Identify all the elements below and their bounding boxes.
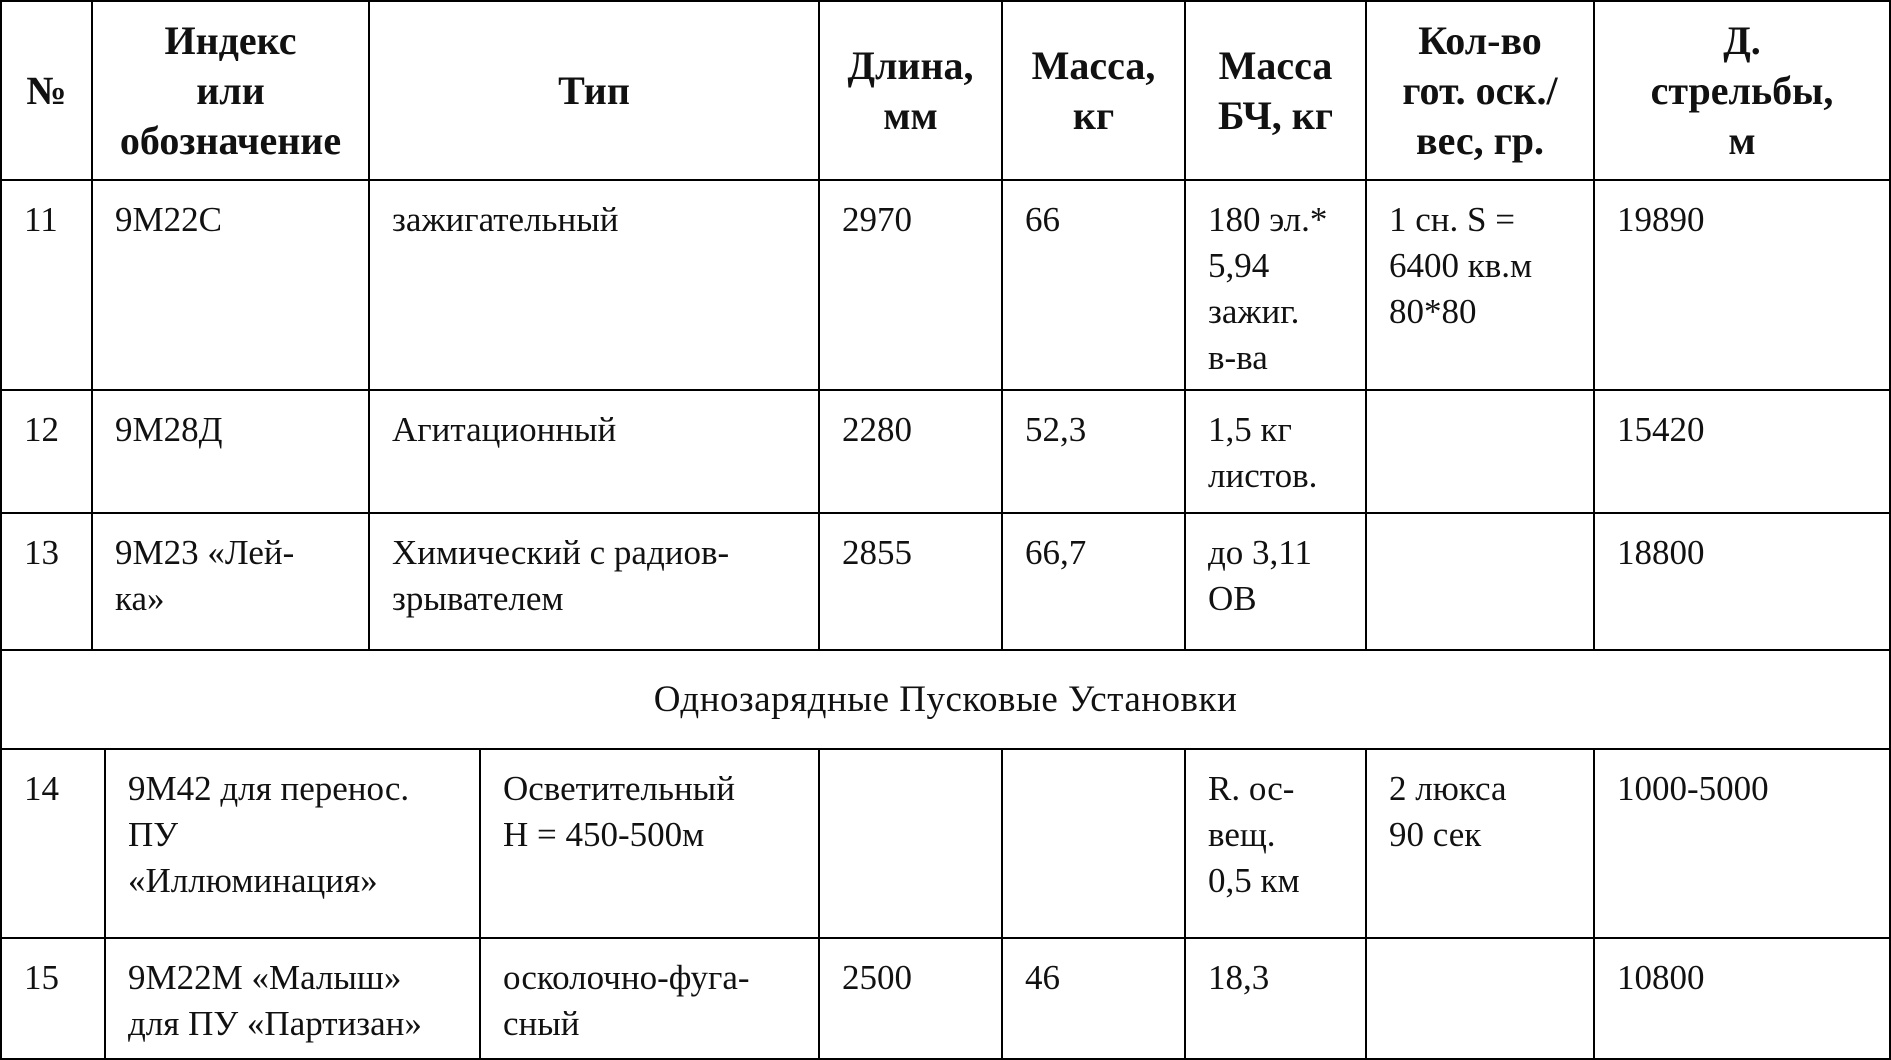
cell-fragments: 1 сн. S = 6400 кв.м 80*80: [1365, 179, 1595, 391]
cell-length: [818, 748, 1003, 939]
cell-range: 19890: [1593, 179, 1891, 391]
cell-warhead-mass: R. ос- вещ. 0,5 км: [1184, 748, 1367, 939]
header-num: №: [0, 0, 93, 181]
cell-num: 12: [0, 389, 93, 514]
cell-index: 9М22С: [91, 179, 370, 391]
cell-fragments: 2 люкса 90 сек: [1365, 748, 1595, 939]
cell-index: 9М42 для перенос. ПУ «Иллюминация»: [104, 748, 481, 939]
cell-range: 1000-5000: [1593, 748, 1891, 939]
cell-length: 2855: [818, 512, 1003, 651]
cell-type: Осветительный Н = 450-500м: [479, 748, 820, 939]
cell-warhead-mass: 180 эл.* 5,94 зажиг. в-ва: [1184, 179, 1367, 391]
cell-warhead-mass: до 3,11 ОВ: [1184, 512, 1367, 651]
cell-mass: [1001, 748, 1186, 939]
cell-fragments: [1365, 937, 1595, 1060]
header-type: Тип: [368, 0, 820, 181]
cell-warhead-mass: 1,5 кг листов.: [1184, 389, 1367, 514]
cell-length: 2280: [818, 389, 1003, 514]
cell-type: осколочно-фуга- сный: [479, 937, 820, 1060]
header-mass: Масса, кг: [1001, 0, 1186, 181]
cell-type: зажигательный: [368, 179, 820, 391]
cell-range: 10800: [1593, 937, 1891, 1060]
cell-index: 9М22М «Малыш» для ПУ «Партизан»: [104, 937, 481, 1060]
header-warhead-mass: Масса БЧ, кг: [1184, 0, 1367, 181]
cell-mass: 66,7: [1001, 512, 1186, 651]
header-range: Д. стрельбы, м: [1593, 0, 1891, 181]
cell-mass: 52,3: [1001, 389, 1186, 514]
cell-num: 13: [0, 512, 93, 651]
cell-range: 18800: [1593, 512, 1891, 651]
section-title: Однозарядные Пусковые Установки: [0, 649, 1891, 750]
cell-mass: 46: [1001, 937, 1186, 1060]
cell-range: 15420: [1593, 389, 1891, 514]
cell-fragments: [1365, 512, 1595, 651]
cell-length: 2970: [818, 179, 1003, 391]
header-length: Длина, мм: [818, 0, 1003, 181]
cell-length: 2500: [818, 937, 1003, 1060]
header-fragments: Кол-во гот. оск./ вес, гр.: [1365, 0, 1595, 181]
cell-type: Химический с радиов- зрывателем: [368, 512, 820, 651]
header-index: Индекс или обозначение: [91, 0, 370, 181]
cell-index: 9М23 «Лей- ка»: [91, 512, 370, 651]
cell-index: 9М28Д: [91, 389, 370, 514]
cell-warhead-mass: 18,3: [1184, 937, 1367, 1060]
cell-fragments: [1365, 389, 1595, 514]
cell-mass: 66: [1001, 179, 1186, 391]
cell-num: 15: [0, 937, 106, 1060]
cell-num: 11: [0, 179, 93, 391]
cell-num: 14: [0, 748, 106, 939]
cell-type: Агитационный: [368, 389, 820, 514]
